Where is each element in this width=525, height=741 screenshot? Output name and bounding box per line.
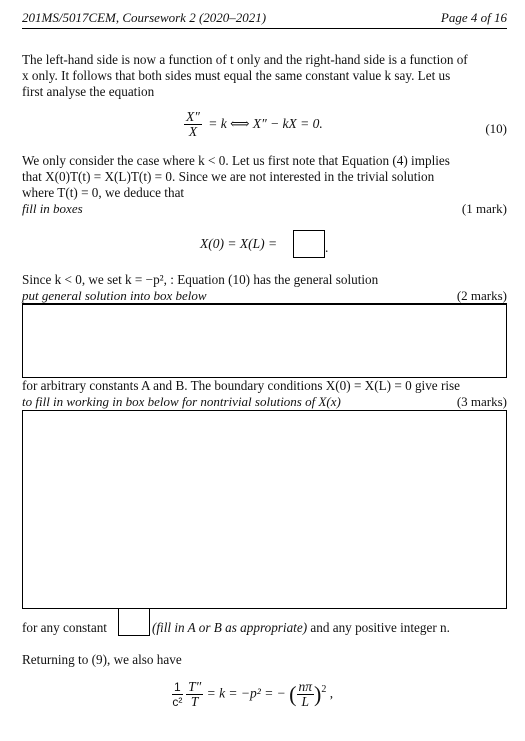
intro-line-3: first analyse the equation <box>22 84 155 99</box>
task-1-row <box>22 201 507 217</box>
final-paren-frac <box>297 680 315 709</box>
final-frac-2-num: T″ <box>188 679 202 694</box>
final-paren-den: L <box>301 694 310 709</box>
intro-paragraph <box>22 52 510 100</box>
answer-box-general-solution[interactable] <box>22 304 507 378</box>
task-1-instruction: fill in boxes <box>22 201 83 216</box>
answer-box-working[interactable] <box>22 410 507 609</box>
left-paren: ( <box>289 681 297 707</box>
final-comma: , <box>329 685 334 701</box>
final-frac-2-den: T <box>190 694 199 709</box>
task-2-row <box>22 288 507 304</box>
intro-line-2: x only. It follows that both sides must equal the same constant value k say. Let us <box>22 68 451 83</box>
boundary-equation-text: X(0) = X(L) = <box>200 236 278 251</box>
answer-box-boundary-value[interactable] <box>293 230 325 258</box>
eq10-numerator: X″ <box>186 109 200 124</box>
final-frac-2 <box>186 680 203 709</box>
constant-sentence-end <box>152 620 450 636</box>
task-1-marks: (1 mark) <box>461 201 507 216</box>
task-2-instruction: put general solution into box below <box>22 288 207 303</box>
equation-number-10: (10) <box>485 121 507 136</box>
task-2-marks: (2 marks) <box>456 288 507 303</box>
equation-10 <box>184 110 323 139</box>
eq10-fraction <box>184 110 202 139</box>
page-header <box>22 10 507 29</box>
answer-box-constant[interactable] <box>118 608 150 636</box>
constant-sentence-start: for any constant <box>22 620 107 635</box>
case-line-2: that X(0)T(t) = X(L)T(t) = 0. Since we are not interested in the trivial solution <box>22 169 435 184</box>
final-exponent: 2 <box>321 684 327 696</box>
final-paren-num: nπ <box>298 679 313 694</box>
case-paragraph <box>22 153 510 201</box>
right-paren: ) <box>314 681 322 707</box>
constant-sentence-tail: and any positive integer n. <box>310 620 450 635</box>
boundary-equation <box>200 236 277 252</box>
intro-line-1: The left-hand side is now a function of t only and the right-hand side is a function of <box>22 52 468 67</box>
task-3-instruction: to fill in working in box below for nontrivial solutions of X(x) <box>22 394 341 409</box>
constant-hint: (fill in A or B as appropriate) <box>152 620 308 635</box>
task-3-row <box>22 394 507 410</box>
final-equation-middle: = k = −p² = − <box>206 685 286 701</box>
boundary-conditions-sentence: for arbitrary constants A and B. The boundary conditions X(0) = X(L) = 0 give rise <box>22 378 460 393</box>
final-frac-1-den: c² <box>172 695 183 709</box>
eq10-denominator: X <box>188 124 198 139</box>
final-equation <box>172 680 333 709</box>
boundary-equation-dot: . <box>325 240 329 255</box>
course-title: 201MS/5017CEM, Coursework 2 (2020–2021) <box>22 10 267 25</box>
general-solution-sentence: Since k < 0, we set k = −p², : Equation (10) has the general solution <box>22 272 379 287</box>
case-line-3: where T(t) = 0, we deduce that <box>22 185 185 200</box>
task-3-marks: (3 marks) <box>456 394 507 409</box>
final-frac-1-num: 1 <box>174 680 181 694</box>
case-line-1: We only consider the case where k < 0. Let us first note that Equation (4) implies <box>22 153 450 168</box>
page-number: Page 4 of 16 <box>440 10 507 25</box>
eq10-rest: = k ⟺ X″ − kX = 0. <box>208 115 323 131</box>
final-frac-1 <box>172 680 183 709</box>
returning-sentence: Returning to (9), we also have <box>22 652 182 667</box>
